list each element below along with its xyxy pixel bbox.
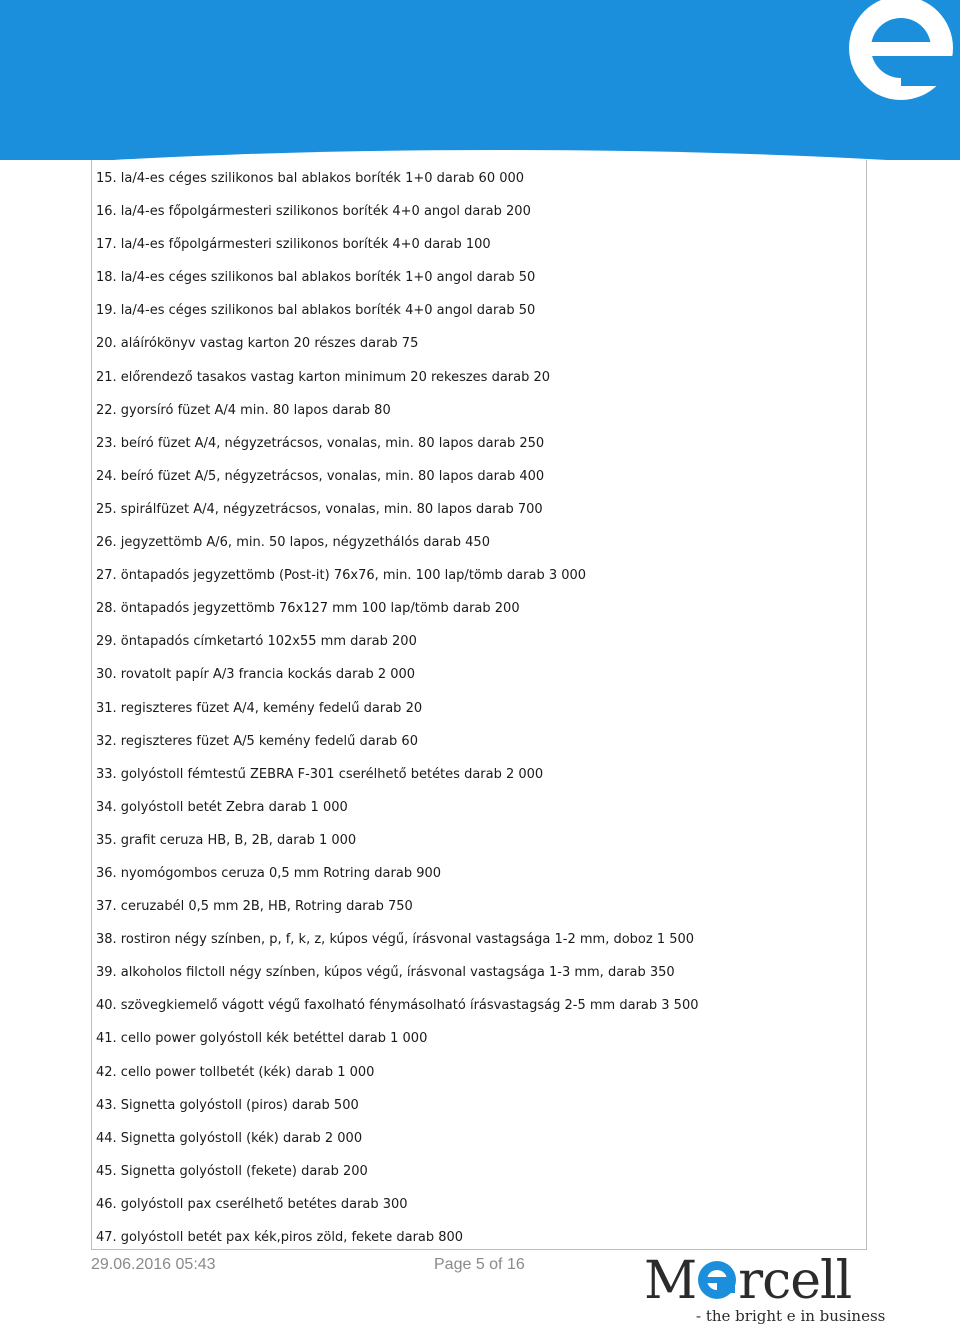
header-curve <box>0 150 960 160</box>
list-item: 32. regiszteres füzet A/5 kemény fedelű darab 60 <box>96 733 418 749</box>
list-item: 20. aláírókönyv vastag karton 20 részes darab 75 <box>96 336 419 352</box>
frame-left-rule <box>91 160 92 1250</box>
list-item: 28. öntapadós jegyzettömb 76x127 mm 100 lap/tömb darab 200 <box>96 601 520 617</box>
list-item: 35. grafit ceruza HB, B, 2B, darab 1 000 <box>96 832 357 848</box>
item-list <box>96 166 856 1258</box>
list-item: 37. ceruzabél 0,5 mm 2B, HB, Rotring darab 750 <box>96 899 413 915</box>
list-item: 47. golyóstoll betét pax kék,piros zöld, fekete darab 800 <box>96 1230 464 1245</box>
list-item: 15. la/4-es céges szilikonos bal ablakos boríték 1+0 darab 60 000 <box>96 171 525 186</box>
list-item: 26. jegyzettömb A/6, min. 50 lapos, négyzethálós darab 450 <box>96 535 490 551</box>
footer-page-number: Page 5 of 16 <box>434 1256 525 1273</box>
list-item: 22. gyorsíró füzet A/4 min. 80 lapos darab 80 <box>96 402 391 418</box>
brand-tagline: - the bright e in business <box>696 1307 886 1325</box>
list-item: 16. la/4-es főpolgármesteri szilikonos boríték 4+0 angol darab 200 <box>96 204 531 220</box>
list-item: 31. regiszteres füzet A/4, kemény fedelű darab 20 <box>96 700 423 716</box>
list-item: 19. la/4-es céges szilikonos bal ablakos boríték 4+0 angol darab 50 <box>96 303 536 319</box>
brand-e-icon <box>697 1260 737 1300</box>
brand-name-right: rcell <box>738 1251 852 1311</box>
list-item: 23. beíró füzet A/4, négyzetrácsos, vonalas, min. 80 lapos darab 250 <box>96 435 545 451</box>
brand-logo <box>644 1251 852 1311</box>
list-item: 45. Signetta golyóstoll (fekete) darab 200 <box>96 1163 368 1179</box>
list-item: 25. spirálfüzet A/4, négyzetrácsos, vonalas, min. 80 lapos darab 700 <box>96 501 543 517</box>
list-item: 33. golyóstoll fémtestű ZEBRA F-301 cserélhető betétes darab 2 000 <box>96 766 544 782</box>
list-item: 41. cello power golyóstoll kék betéttel darab 1 000 <box>96 1031 428 1047</box>
footer-date: 29.06.2016 05:43 <box>91 1256 216 1273</box>
list-item: 39. alkoholos filctoll négy színben, kúpos végű, írásvonal vastagsága 1-3 mm, darab 350 <box>96 965 675 981</box>
list-item: 40. szövegkiemelő vágott végű faxolható fénymásolható írásvastagság 2-5 mm darab 3 500 <box>96 998 699 1014</box>
list-item: 36. nyomógombos ceruza 0,5 mm Rotring darab 900 <box>96 865 442 881</box>
frame-right-rule <box>866 160 867 1250</box>
list-item: 21. előrendező tasakos vastag karton minimum 20 rekeszes darab 20 <box>96 369 551 385</box>
list-item: 38. rostiron négy színben, p, f, k, z, kúpos végű, írásvonal vastagsága 1-2 mm, doboz 1 500 <box>96 932 695 948</box>
list-item: 44. Signetta golyóstoll (kék) darab 2 000 <box>96 1130 363 1146</box>
list-item: 29. öntapadós címketartó 102x55 mm darab 200 <box>96 634 417 650</box>
list-item: 18. la/4-es céges szilikonos bal ablakos boríték 1+0 angol darab 50 <box>96 270 536 286</box>
list-item: 17. la/4-es főpolgármesteri szilikonos boríték 4+0 darab 100 <box>96 237 491 253</box>
list-item: 46. golyóstoll pax cserélhető betétes darab 300 <box>96 1196 408 1212</box>
list-item: 27. öntapadós jegyzettömb (Post-it) 76x76, min. 100 lap/tömb darab 3 000 <box>96 568 587 584</box>
list-item: 42. cello power tollbetét (kék) darab 1 000 <box>96 1064 375 1080</box>
e-swoosh-icon <box>826 0 960 110</box>
header-band <box>0 0 960 160</box>
list-item: 30. rovatolt papír A/3 francia kockás darab 2 000 <box>96 667 416 683</box>
list-item: 24. beíró füzet A/5, négyzetrácsos, vonalas, min. 80 lapos darab 400 <box>96 468 545 484</box>
brand-name-left: M <box>644 1251 697 1311</box>
list-item: 43. Signetta golyóstoll (piros) darab 500 <box>96 1097 359 1113</box>
list-item: 34. golyóstoll betét Zebra darab 1 000 <box>96 799 348 815</box>
